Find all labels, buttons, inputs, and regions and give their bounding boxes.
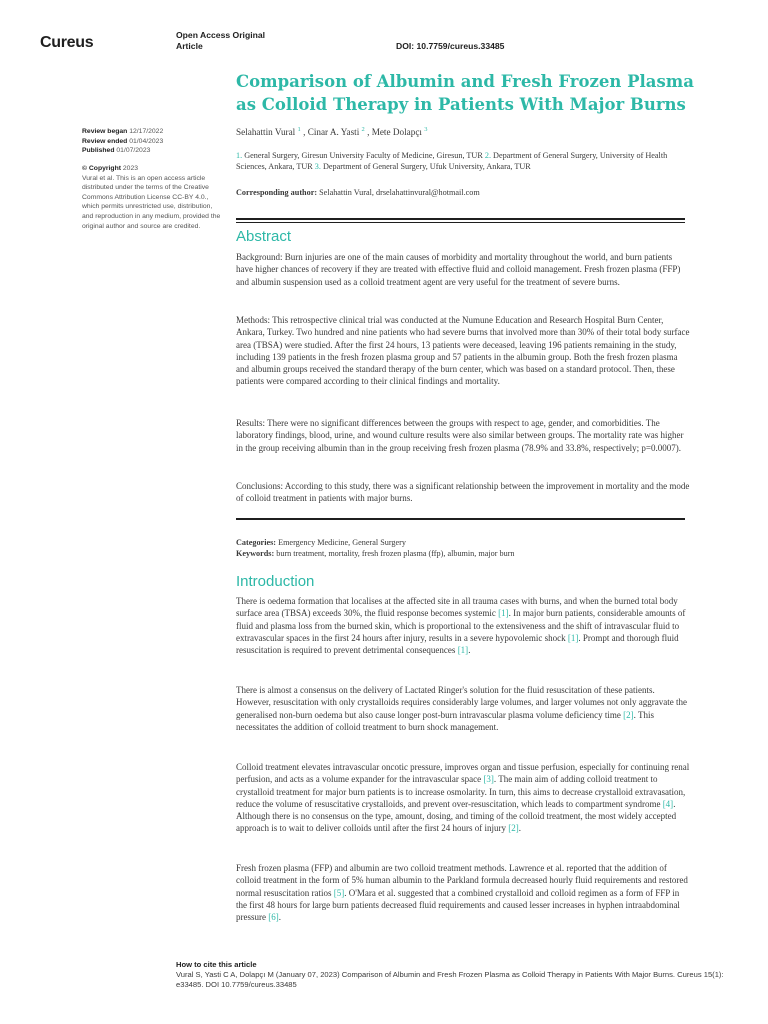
review-ended-label: Review ended bbox=[82, 137, 128, 145]
review-began-label: Review began bbox=[82, 128, 128, 135]
paragraph-text: . O'Mara et al. suggested that a combined crystalloid and colloid regimen as a form of FFP in the first 48 hours for large burn patients decreased fluid requirements and caused lesser increases in hyphen intraabdominal pressure bbox=[236, 887, 680, 923]
abstract-top-rule bbox=[236, 218, 685, 220]
published-date: 01/07/2023 bbox=[114, 147, 151, 155]
copyright-block bbox=[82, 164, 222, 231]
paragraph-text: Colloid treatment elevates intravascular oncotic pressure, improves organ and tissue perfusion, especially for continuing renal perfusion, and acts as a volume expander for the intravascular space bbox=[236, 762, 690, 785]
introduction-heading: Introduction bbox=[236, 573, 315, 590]
citation-link[interactable]: [5] bbox=[333, 887, 345, 898]
published-label: Published bbox=[82, 147, 115, 155]
journal-logo[interactable]: Cureus bbox=[40, 34, 94, 51]
license-text: Vural et al. This is an open access article distributed under the terms of the Creative Commons Attribution License CC-BY 4.0., which permits unrestricted use, distribution, and reproduction in any medium, provided the original author and source are credited. bbox=[82, 174, 221, 230]
abstract-heading: Abstract bbox=[236, 228, 292, 245]
how-to-cite-label: How to cite this article bbox=[176, 960, 257, 969]
author-name[interactable]: Cinar A. Yasti bbox=[307, 127, 360, 138]
affiliation-text: General Surgery, Giresun University Faculty of Medicine, Giresun, TUR bbox=[242, 151, 485, 160]
doi-link[interactable]: DOI: 10.7759/cureus.33485 bbox=[396, 41, 505, 51]
citation-link[interactable]: [2] bbox=[508, 823, 519, 834]
abstract-results: Results: There were no significant differences between the groups with respect to age, gender, and comorbidities. The laboratory findings, blood, urine, and wound culture results were also similar between groups. The mortality rate was higher in the group receiving albumin than in the group receiving fresh frozen plasma (78.9% and 33.8%, respectively; p=0.0007). bbox=[236, 418, 684, 453]
abstract-bottom-rule bbox=[236, 518, 685, 520]
paragraph-text: . This necessitates the addition of colloid treatment to burn shock management. bbox=[236, 709, 654, 732]
review-ended-date: 01/04/2023 bbox=[127, 137, 164, 145]
corresponding-label: Corresponding author: bbox=[236, 188, 318, 197]
citation-link[interactable]: [6] bbox=[268, 912, 279, 923]
author-list bbox=[236, 124, 690, 138]
citation-text: Vural S, Yasti C A, Dolapçı M (January 07, 2023) Comparison of Albumin and Fresh Frozen Plasma as Colloid Therapy in Patients With Major Burns. Cureus 15(1): e33485. DOI 10.7759/cureus.33485 bbox=[176, 970, 724, 990]
paragraph-text: . The main aim of adding colloid treatment to crystalloid treatment for major burn patients is to increase osmolarity. In turn, this aims to decrease crystalloid extravasation, reduce the volume of resuscitative crystalloids, and prevent over-resuscitation, which leads to compartment syndrome bbox=[236, 774, 686, 809]
abstract-top-rule-thin bbox=[236, 222, 685, 223]
author-sup: 3 bbox=[424, 126, 428, 133]
intro-paragraph-3 bbox=[236, 761, 690, 835]
citation-link[interactable]: [4] bbox=[662, 798, 674, 809]
paragraph-text: . In major burn patients, considerable amounts of fluid and plasma loss from the burned skin, which is proportional to the extensiveness and the shift of intravascular fluid to extravascular spaces in the first 24 hours after injury, results in a severe hypovolemic shock bbox=[236, 608, 686, 643]
intro-paragraph-2 bbox=[236, 684, 690, 733]
author-separator: , bbox=[364, 127, 372, 138]
affiliation-number: 1. bbox=[236, 151, 243, 160]
affiliations bbox=[236, 150, 690, 173]
citation-link[interactable]: [1] bbox=[567, 632, 579, 643]
abstract-conclusions: Conclusions: According to this study, there was a significant relationship between the improvement in mortality and the mode of colloid treatment in patients with major burns. bbox=[236, 481, 690, 504]
author-name[interactable]: Mete Dolapçı bbox=[371, 127, 422, 138]
paragraph-text: Fresh frozen plasma (FFP) and albumin are two colloid treatment methods. Lawrence et al. reported that the addition of colloid treatment in the form of 5% human albumin to the Parkland formula decreased hourly fluid requirements and restored normal resuscitation ratios bbox=[236, 863, 688, 898]
article-type bbox=[176, 30, 265, 52]
author-sup: 1 bbox=[297, 126, 301, 133]
keywords-label: Keywords: bbox=[236, 549, 275, 558]
citation-link[interactable]: [2] bbox=[623, 709, 634, 720]
author-separator: , bbox=[300, 127, 308, 138]
copyright-year: 2023 bbox=[121, 165, 139, 172]
article-type-line1: Open Access Original bbox=[176, 30, 265, 40]
review-dates bbox=[82, 127, 222, 156]
paragraph-text: There is almost a consensus on the delivery of Lactated Ringer's solution for the fluid resuscitation of these patients. However, resuscitation with only crystalloids requires considerably large volumes, and larger volumes not only aggravate the generalised non-burn oedema but also cause longer post-burn intravascular plasma volume deficiency time bbox=[236, 685, 687, 720]
abstract-background: Background: Burn injuries are one of the main causes of morbidity and mortality throughout the world, and burn patients have higher chances of recovery if they are treated with effective fluid and colloid management. Fresh frozen plasma (FFP) and albumin suspension used as a colloid treatment agent are very useful for the treatment of severe burns. bbox=[236, 252, 681, 287]
citation-link[interactable]: [1] bbox=[457, 645, 469, 656]
corresponding-value[interactable]: Selahattin Vural, drselahattinvural@hotmail.com bbox=[317, 188, 480, 197]
keywords-value: burn treatment, mortality, fresh frozen plasma (ffp), albumin, major burn bbox=[274, 549, 515, 558]
review-began-date: 12/17/2022 bbox=[127, 128, 164, 135]
citation-link[interactable]: [3] bbox=[483, 774, 494, 785]
abstract-methods: Methods: This retrospective clinical trial was conducted at the Numune Education and Research Hospital Burn Center, Ankara, Turkey. Two hundred and nine patients who had severe burns that involved more than 30% of their total body surface area (TBSA) were studied. After the first 24 hours, 13 patients were deceased, leaving 196 patients remaining in the study, including 139 patients in the fresh frozen plasma group and 57 patients in the albumin group. Both the fresh frozen plasma and albumin groups received the standard therapy of the burn center, which was based on a standard protocol. Then, these patients were compared according to their clinical findings and mortality. bbox=[236, 315, 690, 387]
keywords bbox=[236, 548, 690, 560]
paragraph-text: . bbox=[518, 823, 521, 834]
paragraph-text: . Although there is no consensus on the type, amount, dosing, and timing of the colloid treatment, the most widely accepted approach is to wait to deliver colloids until after the first 24 hours of injury bbox=[236, 798, 677, 834]
copyright-label: © Copyright bbox=[82, 165, 121, 172]
author-name[interactable]: Selahattin Vural bbox=[236, 127, 296, 138]
intro-paragraph-4 bbox=[236, 862, 690, 923]
affiliation-text: Department of General Surgery, Ufuk University, Ankara, TUR bbox=[320, 162, 531, 172]
paragraph-text: . Prompt and thorough fluid resuscitation is required to prevent detrimental consequences bbox=[236, 632, 679, 656]
article-title: Comparison of Albumin and Fresh Frozen Plasma as Colloid Therapy in Patients With Major Burns bbox=[236, 72, 694, 114]
paragraph-text: . bbox=[278, 912, 281, 923]
affiliation-number: 3. bbox=[314, 162, 321, 172]
paragraph-text: There is oedema formation that localises at the affected site in all trauma cases with burns, and when the burned total body surface area (TBSA) exceeds 30%, the fluid response becomes systemic bbox=[236, 596, 678, 619]
affiliation-number: 2. bbox=[484, 151, 491, 160]
paragraph-text: . bbox=[468, 645, 471, 656]
citation-link[interactable]: [1] bbox=[498, 608, 509, 619]
categories-value[interactable]: Emergency Medicine, General Surgery bbox=[276, 538, 406, 547]
article-type-line2: Article bbox=[176, 41, 203, 51]
corresponding-author bbox=[236, 187, 690, 199]
categories-label: Categories: bbox=[236, 538, 277, 547]
author-sup: 2 bbox=[361, 126, 365, 133]
intro-paragraph-1 bbox=[236, 595, 690, 656]
affiliation-text: Department of General Surgery, University of Health Sciences, Ankara, TUR bbox=[236, 151, 668, 172]
